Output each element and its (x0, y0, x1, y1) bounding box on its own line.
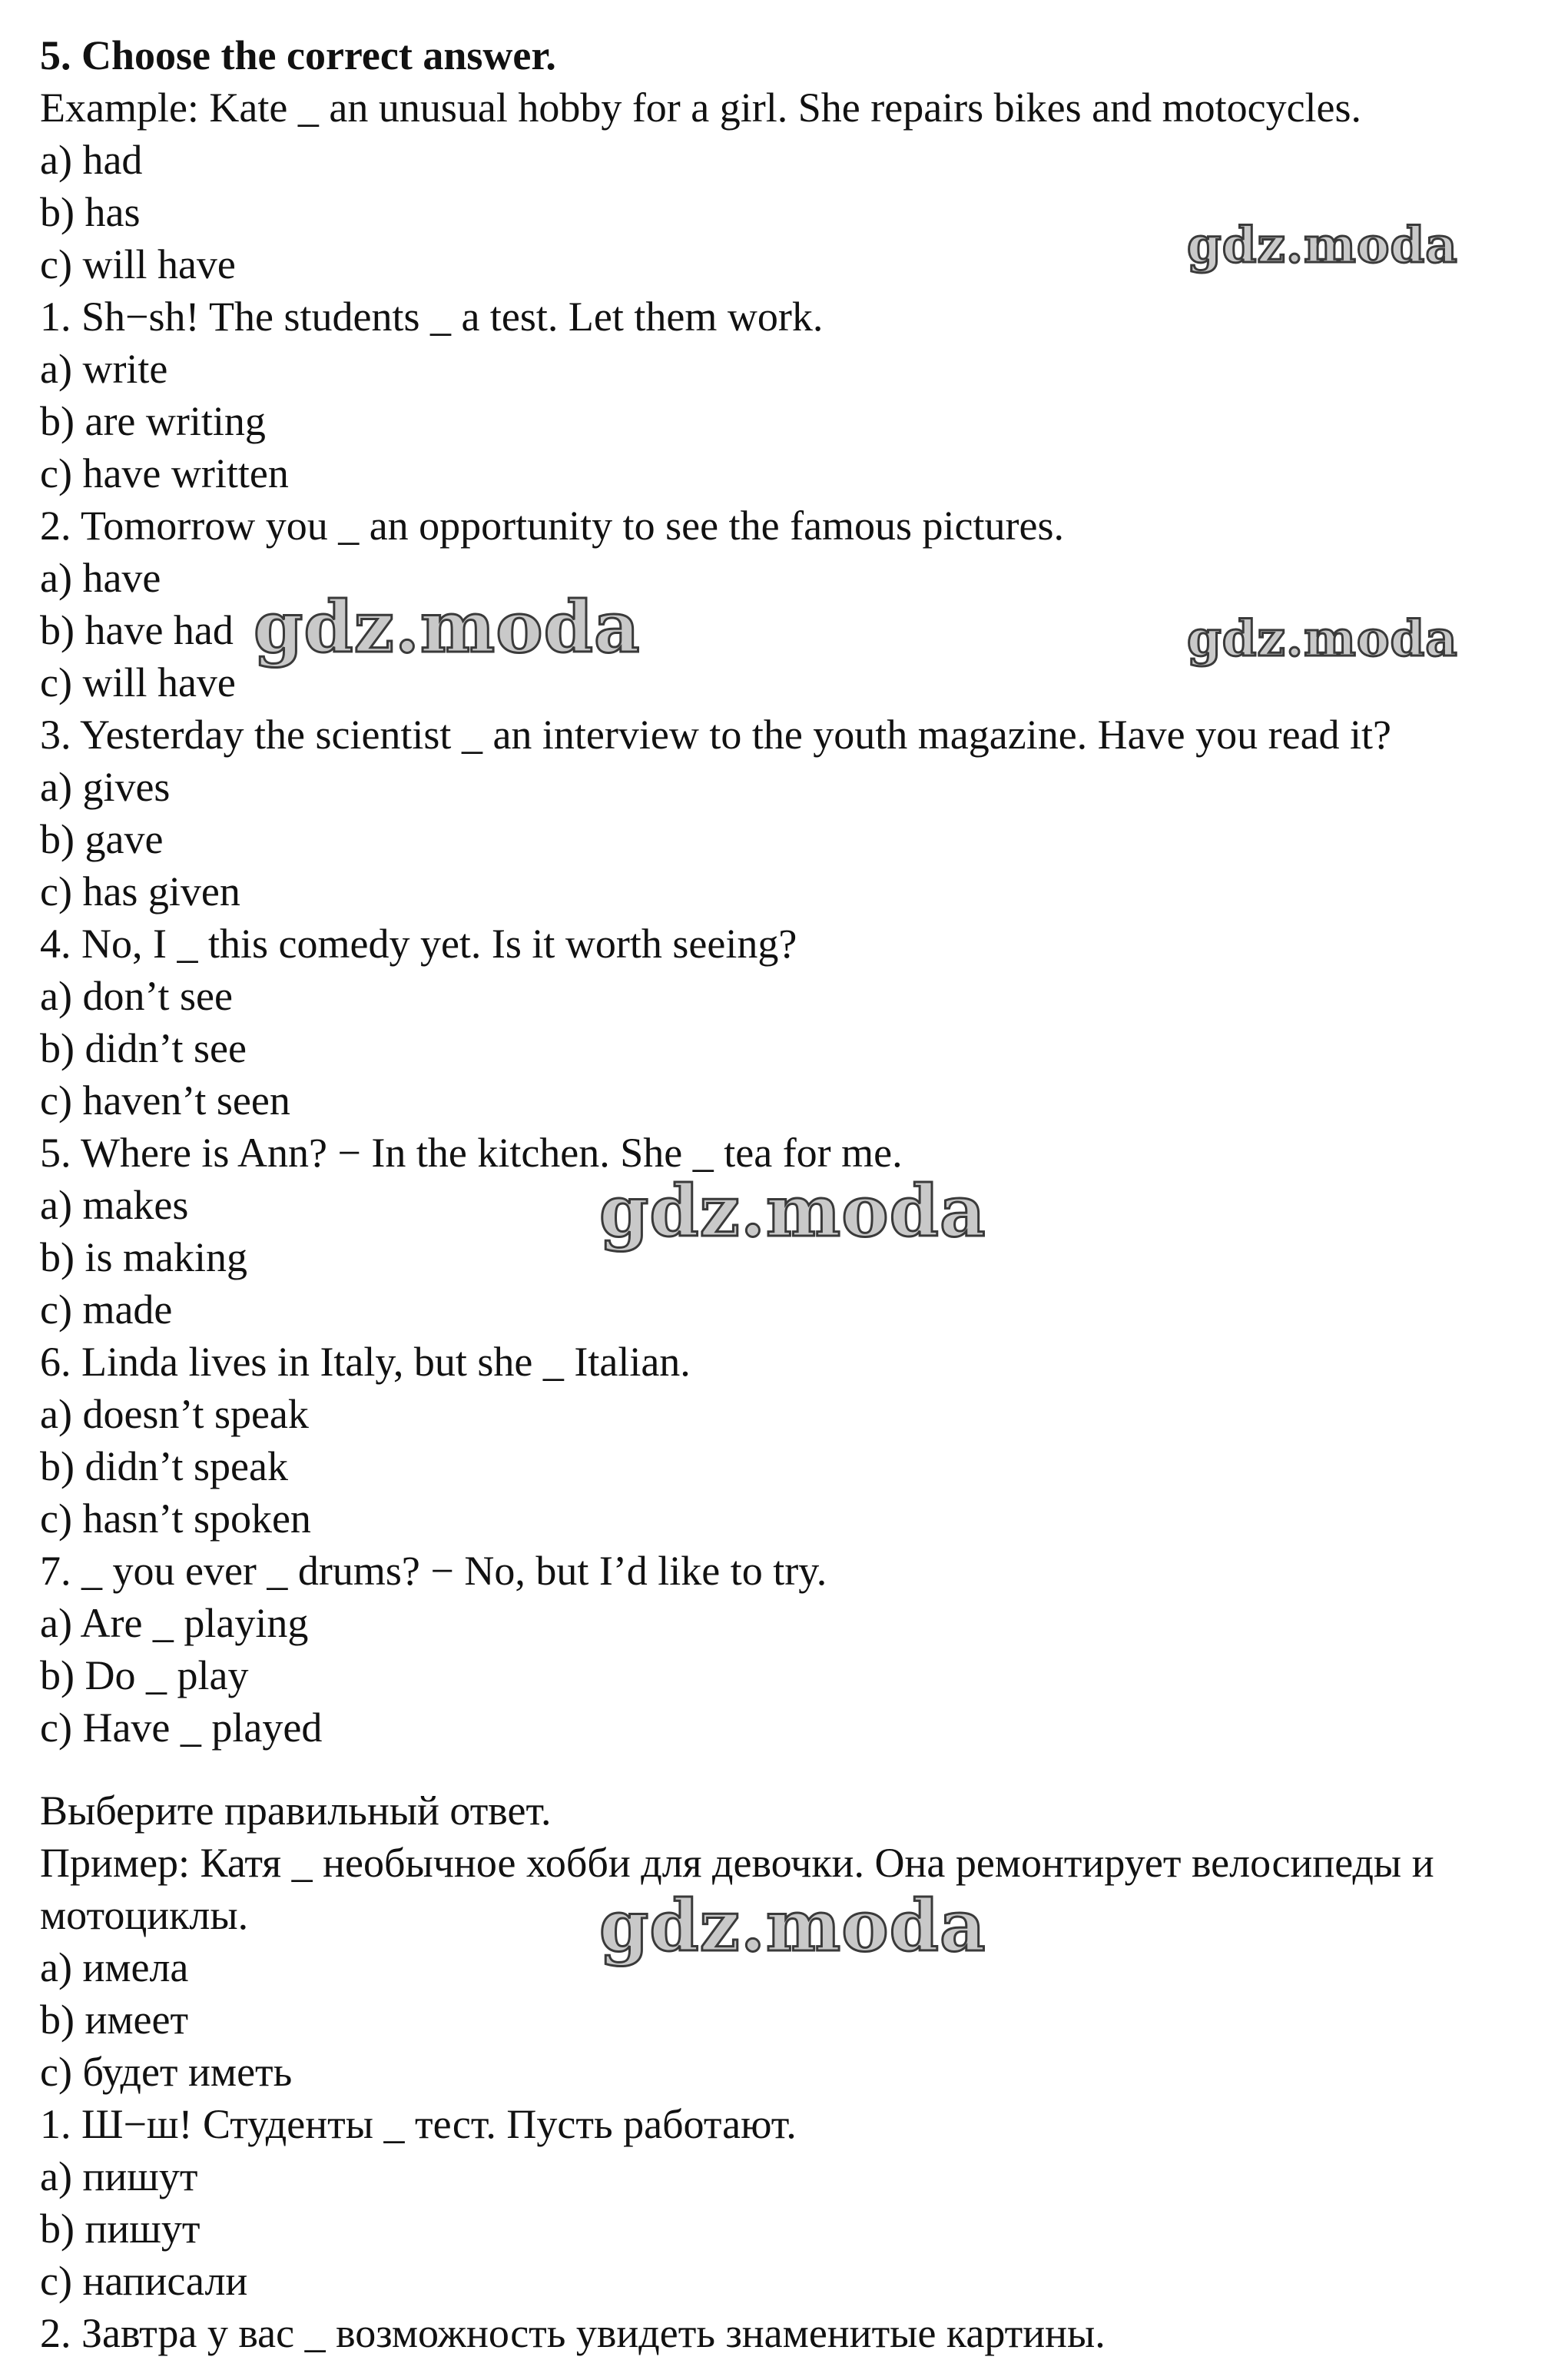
answer-option: a) имела (40, 1944, 189, 1990)
answer-option: a) had (40, 137, 143, 183)
answer-option: b) are writing (40, 398, 266, 444)
answer-option: c) написали (40, 2258, 248, 2304)
answer-option: a) Are _ playing (40, 1600, 309, 1646)
watermark: gdz.moda (254, 586, 641, 669)
answer-option: b) didn’t speak (40, 1443, 288, 1489)
section-spacer (40, 1754, 1546, 1784)
answer-option: b) Do _ play (40, 1652, 249, 1698)
question-5: 5. Where is Ann? − In the kitchen. She _ tea for me. (40, 1130, 903, 1176)
answer-option: b) gave (40, 816, 164, 862)
answer-option: c) haven’t seen (40, 1077, 290, 1124)
question-3: 3. Yesterday the scientist _ an interview to the youth magazine. Have you read it? (40, 712, 1392, 758)
english-section (40, 81, 1546, 1754)
answer-option: c) будет иметь (40, 2049, 293, 2095)
example-question: Example: Kate _ an unusual hobby for a girl. She repairs bikes and motocycles. (40, 85, 1362, 131)
answer-option: c) have written (40, 450, 289, 496)
russian-example: Пример: Катя _ необычное хобби для девочки. Она ремонтирует велосипеды и мотоциклы. (40, 1840, 1434, 1938)
answer-option: a) makes (40, 1182, 189, 1228)
answer-option: a) write (40, 346, 168, 392)
russian-section (40, 1784, 1546, 2359)
russian-question-2: 2. Завтра у вас _ возможность увидеть знаменитые картины. (40, 2310, 1106, 2356)
answer-option: a) don’t see (40, 973, 233, 1019)
question-2: 2. Tomorrow you _ an opportunity to see the famous pictures. (40, 503, 1064, 549)
russian-instruction: Выберите правильный ответ. (40, 1787, 552, 1834)
answer-option: b) is making (40, 1234, 247, 1280)
answer-option: c) will have (40, 241, 236, 287)
answer-option: b) has (40, 189, 141, 235)
answer-option: c) made (40, 1286, 173, 1333)
watermark: gdz.moda (1187, 610, 1458, 668)
answer-option: b) didn’t see (40, 1025, 247, 1071)
answer-option: c) Have _ played (40, 1705, 323, 1751)
watermark: gdz.moda (599, 1170, 986, 1253)
exercise-heading: 5. Choose the correct answer. (40, 32, 556, 78)
russian-question-1: 1. Ш−ш! Студенты _ тест. Пусть работают. (40, 2101, 797, 2147)
answer-option: c) hasn’t spoken (40, 1495, 311, 1542)
answer-option: c) has given (40, 868, 240, 914)
question-1: 1. Sh−sh! The students _ a test. Let them work. (40, 294, 824, 340)
answer-option: a) gives (40, 764, 171, 810)
watermark: gdz.moda (599, 1884, 986, 1967)
answer-option: a) пишут (40, 2153, 198, 2199)
answer-option: a) doesn’t speak (40, 1391, 309, 1437)
question-7: 7. _ you ever _ drums? − No, but I’d like to try. (40, 1548, 827, 1594)
answer-option: b) пишут (40, 2206, 201, 2252)
question-4: 4. No, I _ this comedy yet. Is it worth seeing? (40, 921, 797, 967)
answer-option: c) will have (40, 659, 236, 705)
answer-option: a) have (40, 555, 161, 601)
answer-option: b) have had (40, 607, 234, 653)
watermark: gdz.moda (1187, 217, 1458, 274)
answer-option: b) имеет (40, 1997, 189, 2043)
question-6: 6. Linda lives in Italy, but she _ Italian. (40, 1339, 691, 1385)
